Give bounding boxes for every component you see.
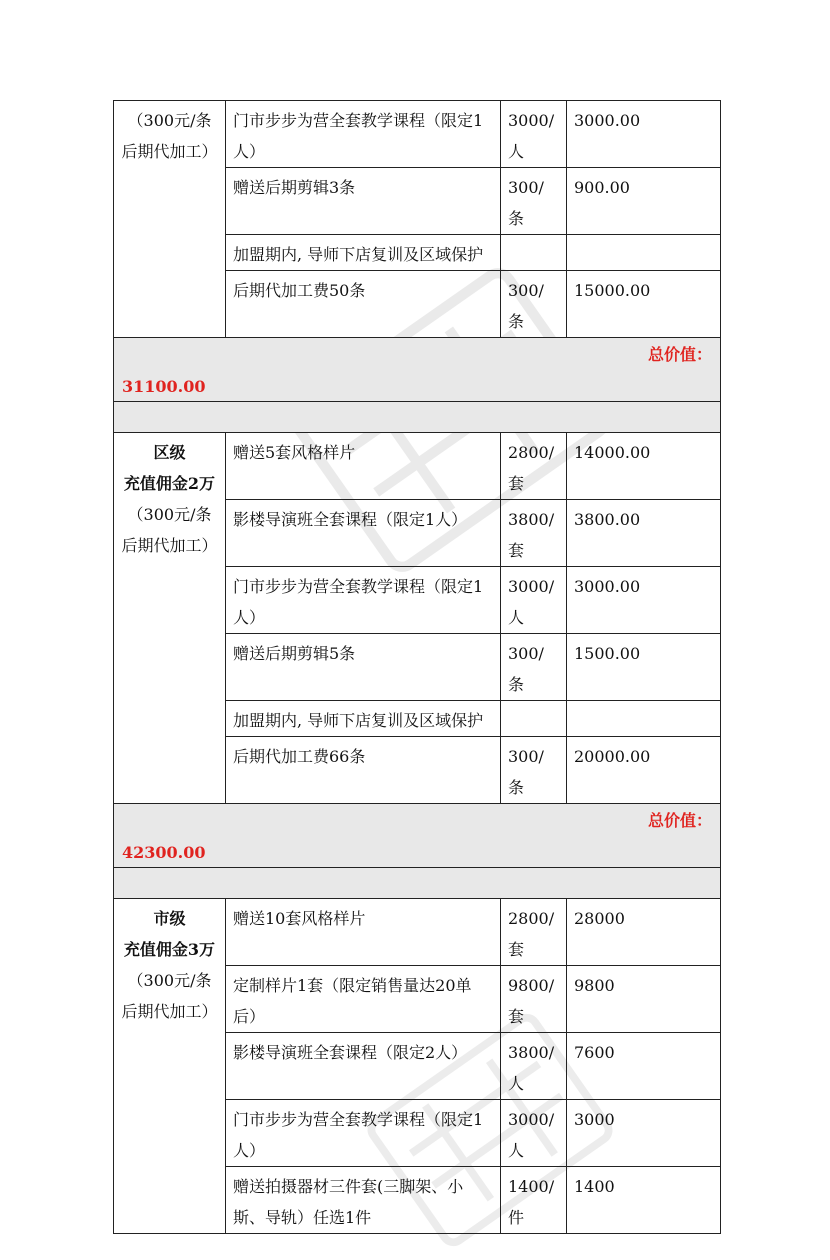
cell-value: 14000.00: [567, 433, 721, 500]
cell-value: [567, 235, 721, 271]
cell-price: 3000/人: [501, 567, 567, 634]
cell-value: 7600: [567, 1033, 721, 1100]
cell-price: [501, 235, 567, 271]
cell-item: 影楼导演班全套课程（限定2人）: [226, 1033, 501, 1100]
cell-value: 1500.00: [567, 634, 721, 701]
cell-item: 赠送10套风格样片: [226, 899, 501, 966]
spacer-cell: [114, 868, 721, 899]
package-table: [113, 100, 721, 1234]
tier-note: （300元/条: [127, 971, 212, 990]
tier-note: （300元/条: [127, 111, 212, 130]
total-cell: [114, 338, 721, 402]
cell-value: 3000.00: [567, 101, 721, 168]
cell-item: 赠送5套风格样片: [226, 433, 501, 500]
cell-price: 3800/人: [501, 1033, 567, 1100]
tier-label-cell: [114, 899, 226, 1234]
cell-item: 门市步步为营全套教学课程（限定1人）: [226, 567, 501, 634]
cell-item: 加盟期内, 导师下店复训及区域保护: [226, 235, 501, 271]
cell-price: 2800/套: [501, 899, 567, 966]
cell-price: 3800/套: [501, 500, 567, 567]
total-value: 31100.00: [122, 377, 206, 396]
cell-value: 1400: [567, 1167, 721, 1234]
cell-item: 赠送拍摄器材三件套(三脚架、小斯、导轨）任选1件: [226, 1167, 501, 1234]
tier-title: 充值佣金3万: [123, 940, 216, 959]
total-value: 42300.00: [122, 843, 206, 862]
cell-price: 300/条: [501, 634, 567, 701]
cell-item: 门市步步为营全套教学课程（限定1人）: [226, 101, 501, 168]
table-row: [114, 433, 721, 500]
total-label: 总价值：: [647, 811, 712, 830]
tier-note: 后期代加工）: [121, 536, 218, 555]
cell-value: 900.00: [567, 168, 721, 235]
total-row: [114, 804, 721, 868]
cell-price: 9800/套: [501, 966, 567, 1033]
cell-price: 2800/套: [501, 433, 567, 500]
cell-value: 28000: [567, 899, 721, 966]
cell-price: 3000/人: [501, 101, 567, 168]
spacer-cell: [114, 402, 721, 433]
cell-item: 后期代加工费66条: [226, 737, 501, 804]
spacer-row: [114, 868, 721, 899]
cell-value: 3000.00: [567, 567, 721, 634]
tier-note: （300元/条: [127, 505, 212, 524]
cell-item: 门市步步为营全套教学课程（限定1人）: [226, 1100, 501, 1167]
cell-price: 300/条: [501, 737, 567, 804]
total-label: 总价值：: [647, 345, 712, 364]
tier-title: 充值佣金2万: [123, 474, 216, 493]
cell-price: 1400/件: [501, 1167, 567, 1234]
spacer-row: [114, 402, 721, 433]
cell-item: 后期代加工费50条: [226, 271, 501, 338]
table-row: [114, 101, 721, 168]
cell-value: 15000.00: [567, 271, 721, 338]
cell-price: [501, 701, 567, 737]
cell-item: 赠送后期剪辑3条: [226, 168, 501, 235]
cell-item: 影楼导演班全套课程（限定1人）: [226, 500, 501, 567]
tier-title: 区级: [153, 443, 186, 462]
tier-label-cell: [114, 433, 226, 804]
cell-item: 赠送后期剪辑5条: [226, 634, 501, 701]
cell-item: 加盟期内, 导师下店复训及区域保护: [226, 701, 501, 737]
table-row: [114, 899, 721, 966]
tier-title: 市级: [153, 909, 186, 928]
cell-price: 300/条: [501, 271, 567, 338]
cell-value: 20000.00: [567, 737, 721, 804]
tier-label-cell: [114, 101, 226, 338]
tier-note: 后期代加工）: [121, 1002, 218, 1021]
tier-note: 后期代加工）: [121, 142, 218, 161]
cell-price: 3000/人: [501, 1100, 567, 1167]
cell-value: [567, 701, 721, 737]
cell-value: 9800: [567, 966, 721, 1033]
cell-price: 300/条: [501, 168, 567, 235]
cell-value: 3800.00: [567, 500, 721, 567]
total-row: [114, 338, 721, 402]
total-cell: [114, 804, 721, 868]
cell-value: 3000: [567, 1100, 721, 1167]
cell-item: 定制样片1套（限定销售量达20单后）: [226, 966, 501, 1033]
